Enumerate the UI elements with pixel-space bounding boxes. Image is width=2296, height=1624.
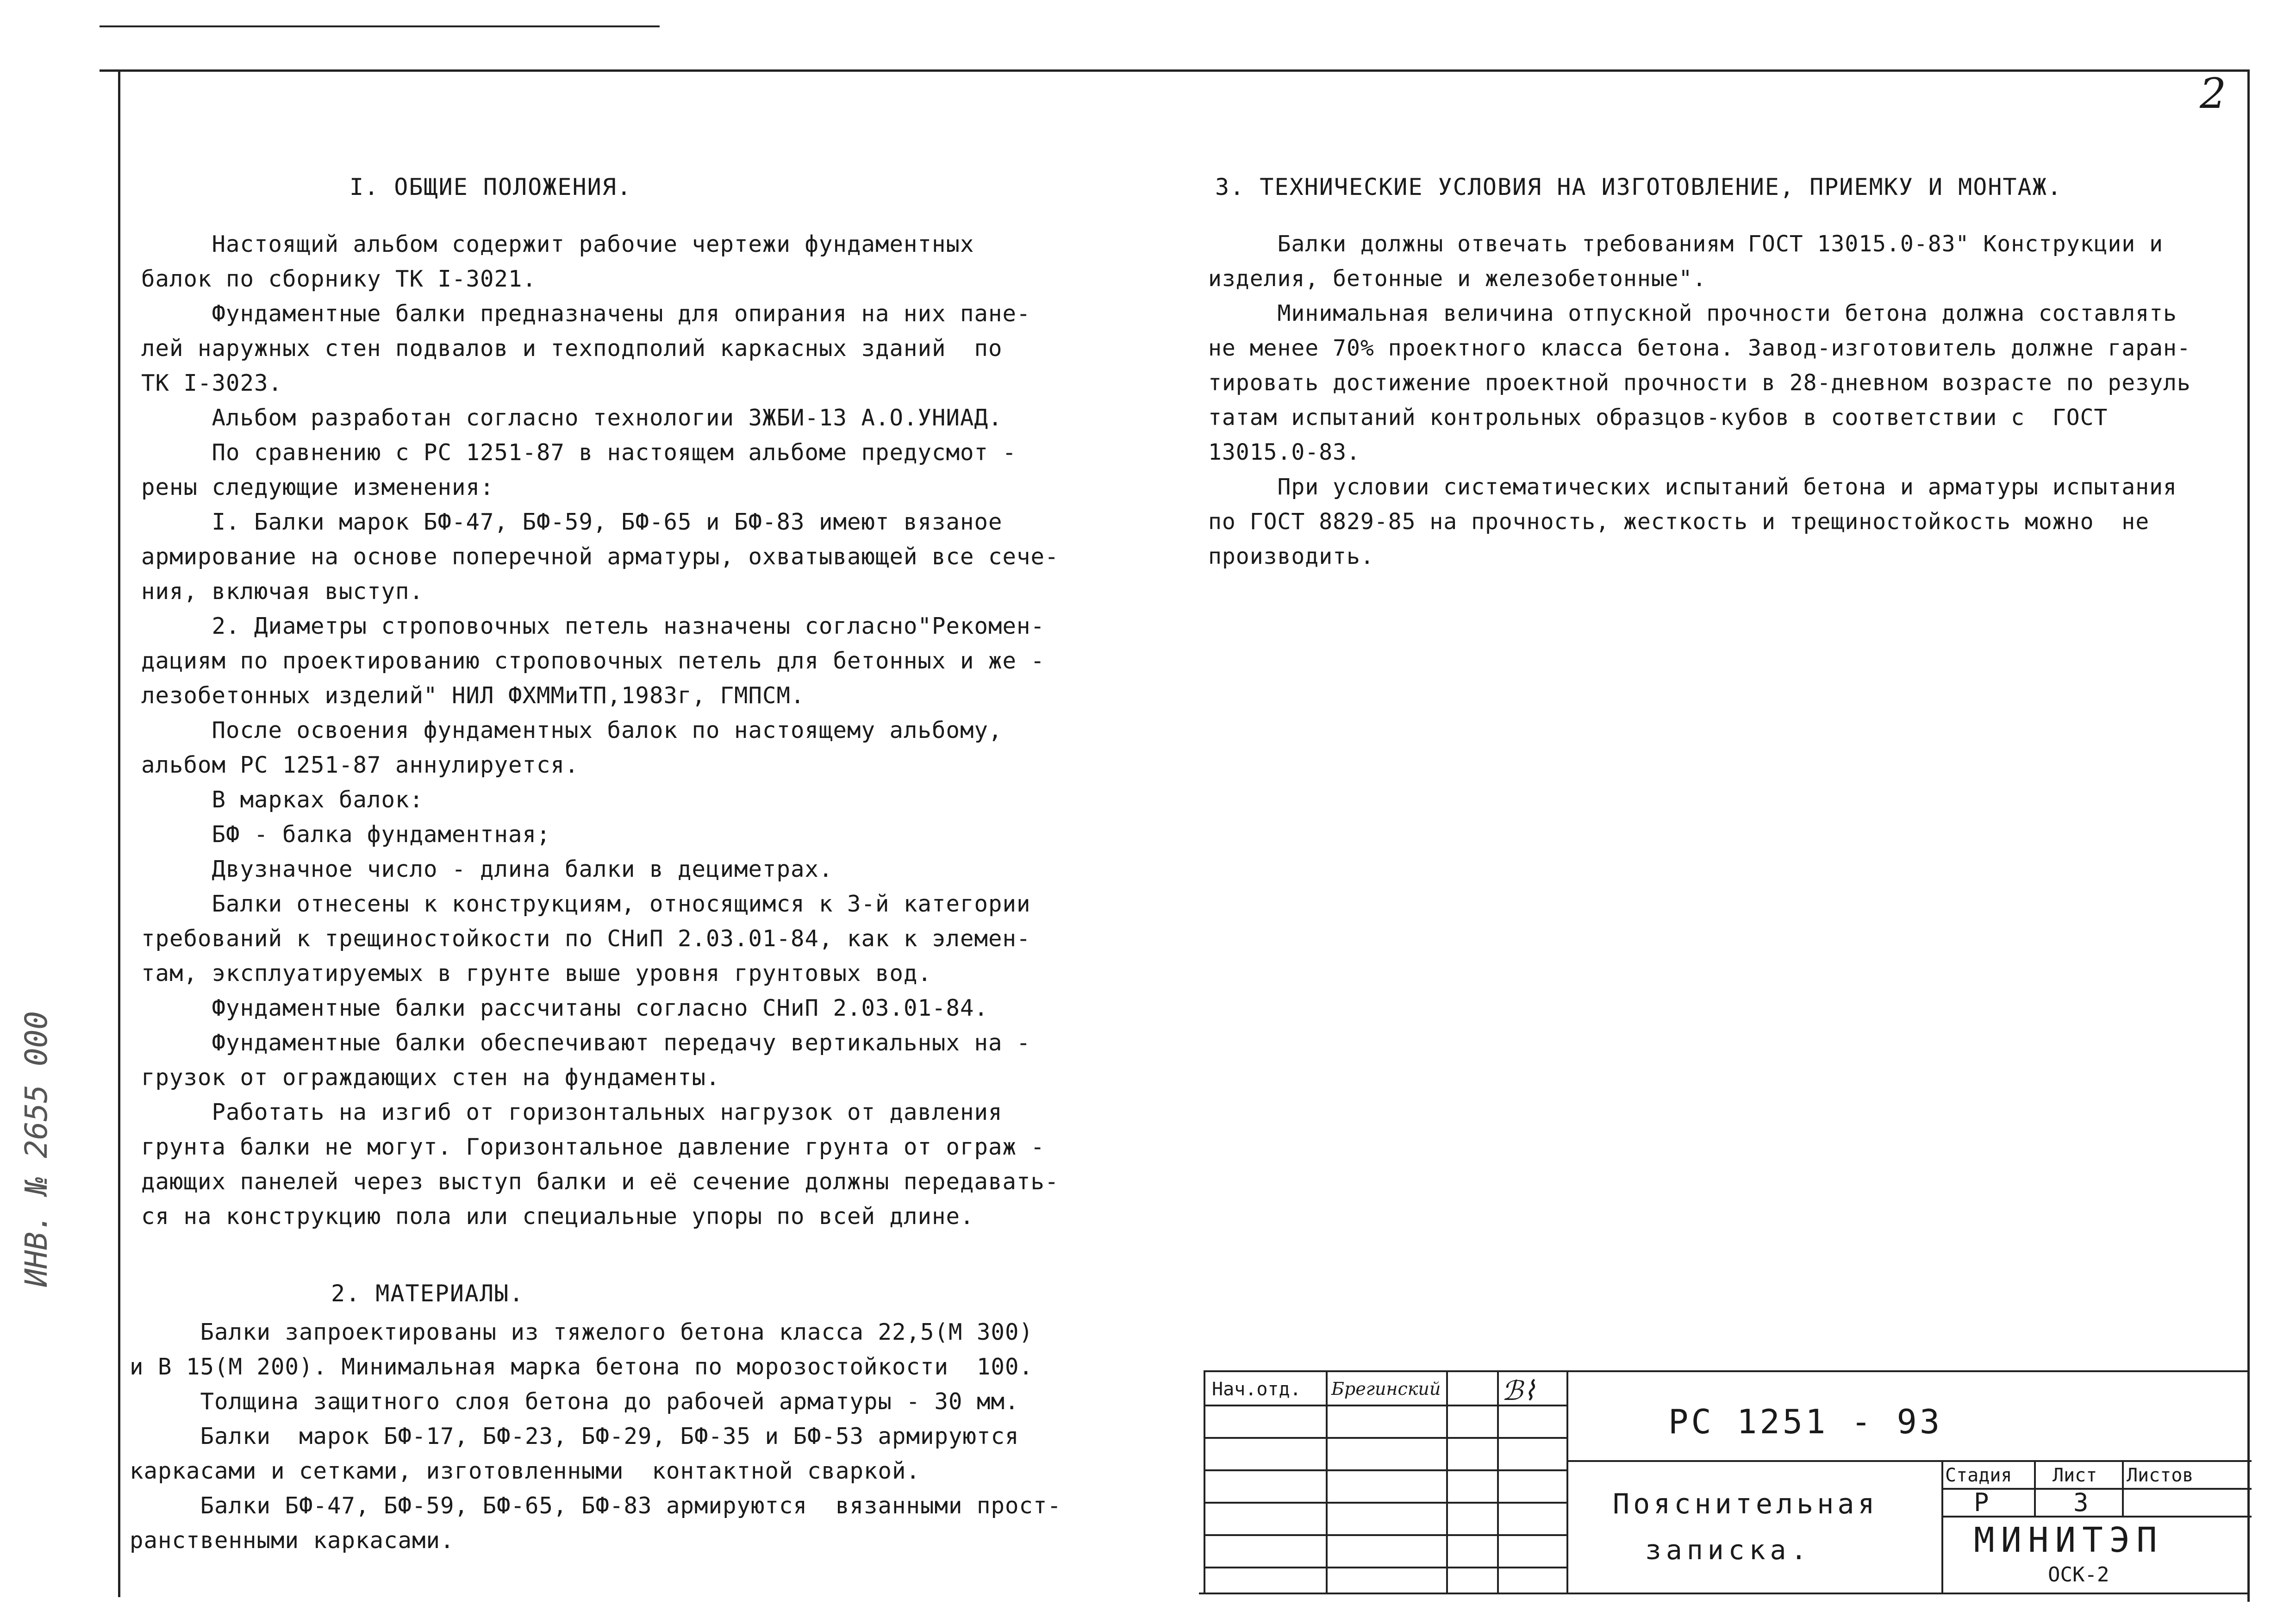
section2-body (130, 1315, 1061, 1558)
organization-sub: ОСК-2 (2048, 1563, 2109, 1587)
sheet-header: Лист (2053, 1465, 2097, 1486)
text-line: ния, включая выступ. (141, 578, 424, 605)
text-line: Фундаментные балки рассчитаны согласно СНиП 2.03.01-84. (141, 995, 989, 1021)
text-line: 13015.0-83. (1208, 439, 1360, 465)
text-line: и В 15(М 200). Минимальная марка бетона по морозостойкости 100. (130, 1354, 1034, 1380)
section1-body (141, 227, 1059, 1234)
text-line: Настоящий альбом содержит рабочие чертежи фундаментных (141, 231, 974, 257)
text-line: БФ - балка фундаментная; (141, 821, 551, 848)
text-line: Балки запроектированы из тяжелого бетона класса 22,5(М 300) (130, 1319, 1034, 1345)
grid-line (1205, 1437, 1566, 1439)
text-line: Работать на изгиб от горизонтальных нагрузок от давления (141, 1099, 1003, 1125)
document-title-line2: записка. (1645, 1534, 1812, 1566)
grid-line (1941, 1460, 1943, 1594)
text-line: рены следующие изменения: (141, 474, 494, 500)
section1-heading: I. ОБЩИЕ ПОЛОЖЕНИЯ. (349, 174, 632, 200)
text-line: В марках балок: (141, 787, 424, 813)
top-rule (100, 69, 2250, 72)
text-line: Балки отнесены к конструкциям, относящимся к 3-й категории (141, 891, 1031, 917)
text-line: Балки марок БФ-17, БФ-23, БФ-29, БФ-35 и БФ-53 армируются (130, 1423, 1019, 1449)
text-line: Минимальная величина отпускной прочности бетона должна составлять (1208, 300, 2177, 326)
text-line: требований к трещиностойкости по СНиП 2.03.01-84, как к элемен- (141, 925, 1031, 952)
text-line: по ГОСТ 8829-85 на прочность, жесткость и трещиностойкость можно не (1208, 509, 2150, 535)
text-line: грузок от ограждающих стен на фундаменты. (141, 1064, 720, 1091)
role-label: Нач.отд. (1212, 1379, 1301, 1400)
text-line: каркасами и сетками, изготовленными контактной сваркой. (130, 1458, 921, 1484)
grid-line (1205, 1567, 1566, 1568)
page-number: 2 (2200, 69, 2227, 118)
grid-line (1205, 1469, 1566, 1471)
signature-scribble: ℬ⌇ (1502, 1375, 1536, 1406)
text-line: тировать достижение проектной прочности в 28-дневном возрасте по резуль (1208, 370, 2191, 396)
text-line: армирование на основе поперечной арматуры, охватывающей все сече- (141, 543, 1059, 570)
grid-line (1566, 1460, 2252, 1462)
person-name: Брегинский (1331, 1379, 1441, 1399)
text-line: изделия, бетонные и железобетонные". (1208, 266, 1707, 292)
text-line: ся на конструкцию пола или специальные упоры по всей длине. (141, 1203, 974, 1230)
grid-line (2122, 1460, 2124, 1516)
text-line: Фундаментные балки предназначены для опирания на них пане- (141, 300, 1031, 327)
text-line: ТК I-3023. (141, 370, 283, 396)
inventory-stamp: ИНВ. № 2655 000 (19, 1011, 54, 1287)
organization: МИНИТЭП (1974, 1520, 2164, 1560)
section3-heading: 3. ТЕХНИЧЕСКИЕ УСЛОВИЯ НА ИЗГОТОВЛЕНИЕ, ПРИЕМКУ И МОНТАЖ. (1215, 174, 2062, 200)
title-block (1204, 1370, 2250, 1593)
text-line: дающих панелей через выступ балки и её сечение должны передавать- (141, 1168, 1059, 1195)
text-line: Балки БФ-47, БФ-59, БФ-65, БФ-83 армируются вязанными прост- (130, 1493, 1062, 1519)
text-line: грунта балки не могут. Горизонтальное давление грунта от ограж - (141, 1134, 1045, 1160)
text-line: Альбом разработан согласно технологии ЗЖБИ-13 А.О.УНИАД. (141, 405, 1003, 431)
left-border (118, 69, 120, 1597)
top-rule-short (100, 25, 660, 27)
bottom-border (1199, 1593, 2250, 1594)
text-line: балок по сборнику ТК I-3021. (141, 266, 537, 292)
document-title-line1: Пояснительная (1613, 1488, 1878, 1520)
grid-line (1205, 1534, 1566, 1536)
sheets-header: Листов (2127, 1465, 2194, 1486)
text-line: 2. Диаметры строповочных петель назначены согласно"Рекомен- (141, 613, 1045, 639)
sheet-value: 3 (2073, 1488, 2089, 1517)
text-line: татам испытаний контрольных образцов-кубов в соответствии с ГОСТ (1208, 405, 2108, 431)
text-line: лезобетонных изделий" НИЛ ФХММиТП,1983г, ГМПСМ. (141, 682, 805, 709)
text-line: не менее 70% проектного класса бетона. Завод-изготовитель должне гаран- (1208, 335, 2191, 361)
text-line: Двузначное число - длина балки в дециметрах. (141, 856, 833, 882)
text-line: После освоения фундаментных балок по настоящему альбому, (141, 717, 1003, 743)
text-line: ранственными каркасами. (130, 1527, 455, 1554)
text-line: лей наружных стен подвалов и техподполий каркасных зданий по (141, 335, 1003, 362)
text-line: I. Балки марок БФ-47, БФ-59, БФ-65 и БФ-83 имеют вязаное (141, 509, 1003, 535)
document-code: РС 1251 - 93 (1668, 1402, 1943, 1441)
grid-line (2034, 1460, 2036, 1516)
grid-line (1566, 1372, 1568, 1594)
text-line: По сравнению с РС 1251-87 в настоящем альбоме предусмот - (141, 439, 1017, 466)
text-line: Балки должны отвечать требованиям ГОСТ 13015.0-83" Конструкции и (1208, 231, 2163, 257)
text-line: Толщина защитного слоя бетона до рабочей арматуры - 30 мм. (130, 1388, 1019, 1415)
text-line: там, эксплуатируемых в грунте выше уровня грунтовых вод. (141, 960, 932, 987)
stage-value: Р (1974, 1488, 1989, 1517)
text-line: альбом РС 1251-87 аннулируется. (141, 752, 579, 778)
text-line: Фундаментные балки обеспечивают передачу вертикальных на - (141, 1030, 1031, 1056)
grid-line (1205, 1502, 1566, 1504)
stage-header: Стадия (1945, 1465, 2012, 1486)
section3-body (1208, 227, 2191, 574)
text-line: При условии систематических испытаний бетона и арматуры испытания (1208, 474, 2177, 500)
text-line: дациям по проектированию строповочных петель для бетонных и же - (141, 648, 1045, 674)
section2-heading: 2. МАТЕРИАЛЫ. (331, 1280, 524, 1307)
text-line: производить. (1208, 543, 1374, 569)
